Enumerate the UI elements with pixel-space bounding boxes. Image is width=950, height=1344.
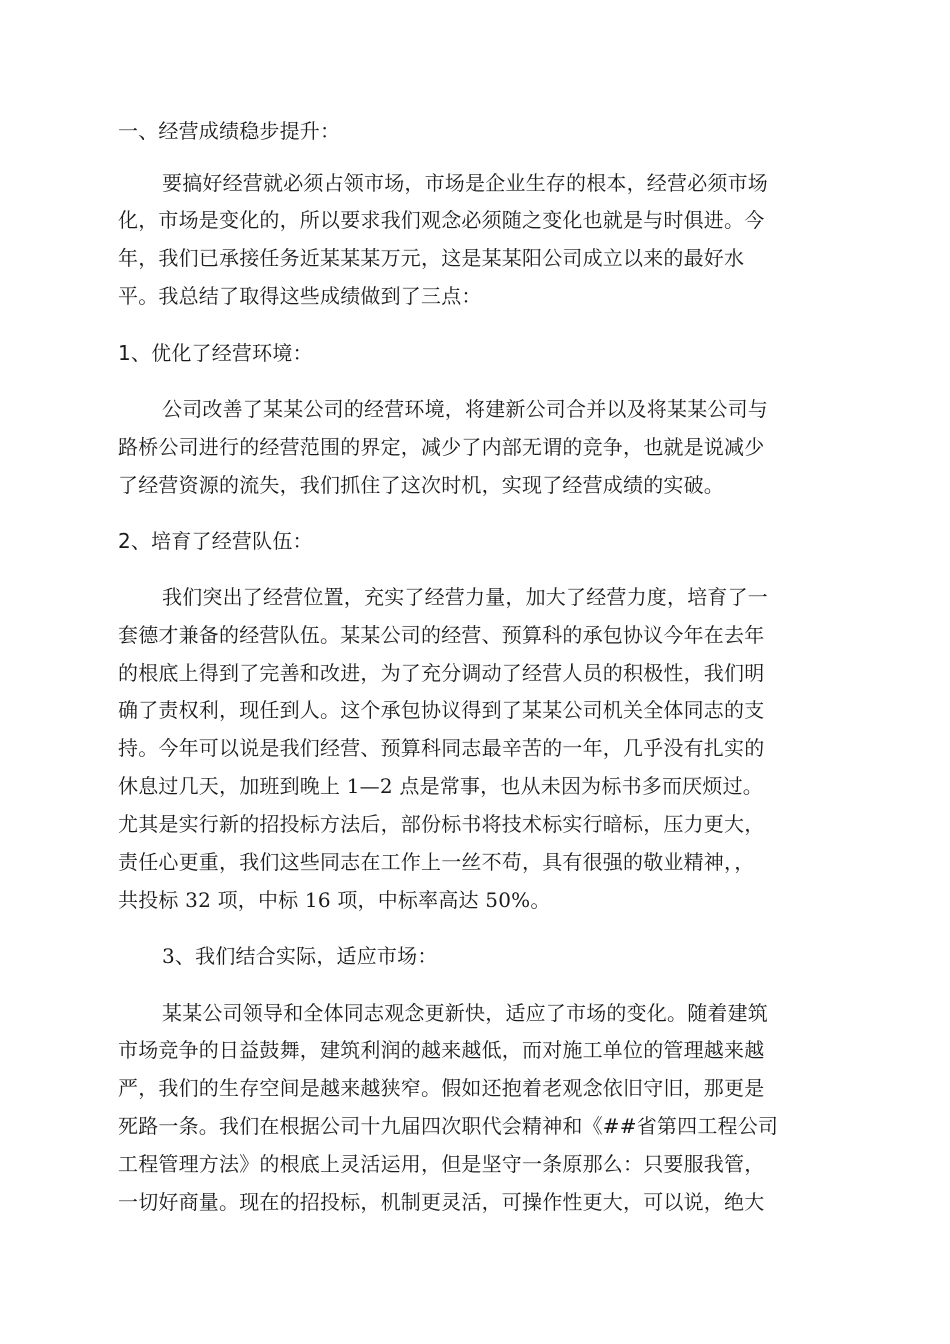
subheading-2: 2、培育了经营队伍： (118, 529, 313, 553)
subheading-3: 3、我们结合实际，适应市场： (162, 944, 438, 968)
paragraph-line: 化，市场是变化的，所以要求我们观念必须随之变化也就是与时俱进。今 (118, 208, 765, 232)
paragraph-line: 休息过几天，加班到晚上 1—2 点是常事，也从未因为标书多而厌烦过。 (118, 774, 763, 798)
paragraph-line: 年，我们已承接任务近某某某万元，这是某某阳公司成立以来的最好水 (118, 246, 745, 270)
paragraph-line: 共投标 32 项，中标 16 项，中标率高达 50%。 (118, 888, 551, 912)
paragraph-line: 公司改善了某某公司的经营环境，将建新公司合并以及将某某公司与 (162, 397, 768, 421)
paragraph-line: 路桥公司进行的经营范围的界定，减少了内部无谓的竞争，也就是说减少 (118, 435, 765, 459)
paragraph-line: 要搞好经营就必须占领市场，市场是企业生存的根本，经营必须市场 (162, 171, 768, 195)
paragraph-line: 死路一条。我们在根据公司十九届四次职代会精神和《##省第四工程公司 (118, 1114, 779, 1138)
subheading-1: 1、优化了经营环境： (118, 341, 313, 365)
section-heading: 一、经营成绩稳步提升： (118, 119, 341, 143)
paragraph-line: 了经营资源的流失，我们抓住了这次时机，实现了经营成绩的实破。 (118, 473, 724, 497)
paragraph-line: 市场竞争的日益鼓舞，建筑利润的越来越低，而对施工单位的管理越来越 (118, 1038, 765, 1062)
paragraph-line: 确了责权利，现任到人。这个承包协议得到了某某公司机关全体同志的支 (118, 698, 765, 722)
paragraph-line: 责任心更重，我们这些同志在工作上一丝不苟，具有很强的敬业精神，， (118, 850, 755, 874)
paragraph-line: 平。我总结了取得这些成绩做到了三点： (118, 284, 482, 308)
paragraph-line: 持。今年可以说是我们经营、预算科同志最辛苦的一年，几乎没有扎实的 (118, 736, 765, 760)
paragraph-line: 套德才兼备的经营队伍。某某公司的经营、预算科的承包协议今年在去年 (118, 623, 765, 647)
paragraph-line: 严，我们的生存空间是越来越狭窄。假如还抱着老观念依旧守旧，那更是 (118, 1076, 765, 1100)
paragraph-line: 工程管理方法》的根底上灵活运用，但是坚守一条原那么：只要服我管， (118, 1152, 765, 1176)
paragraph-line: 一切好商量。现在的招投标，机制更灵活，可操作性更大，可以说，绝大 (118, 1190, 765, 1214)
paragraph-line: 某某公司领导和全体同志观念更新快，适应了市场的变化。随着建筑 (162, 1001, 768, 1025)
paragraph-line: 我们突出了经营位置，充实了经营力量，加大了经营力度，培育了一 (162, 585, 768, 609)
paragraph-line: 尤其是实行新的招投标方法后，部份标书将技术标实行暗标，压力更大， (118, 812, 765, 836)
paragraph-line: 的根底上得到了完善和改进，为了充分调动了经营人员的积极性，我们明 (118, 661, 765, 685)
